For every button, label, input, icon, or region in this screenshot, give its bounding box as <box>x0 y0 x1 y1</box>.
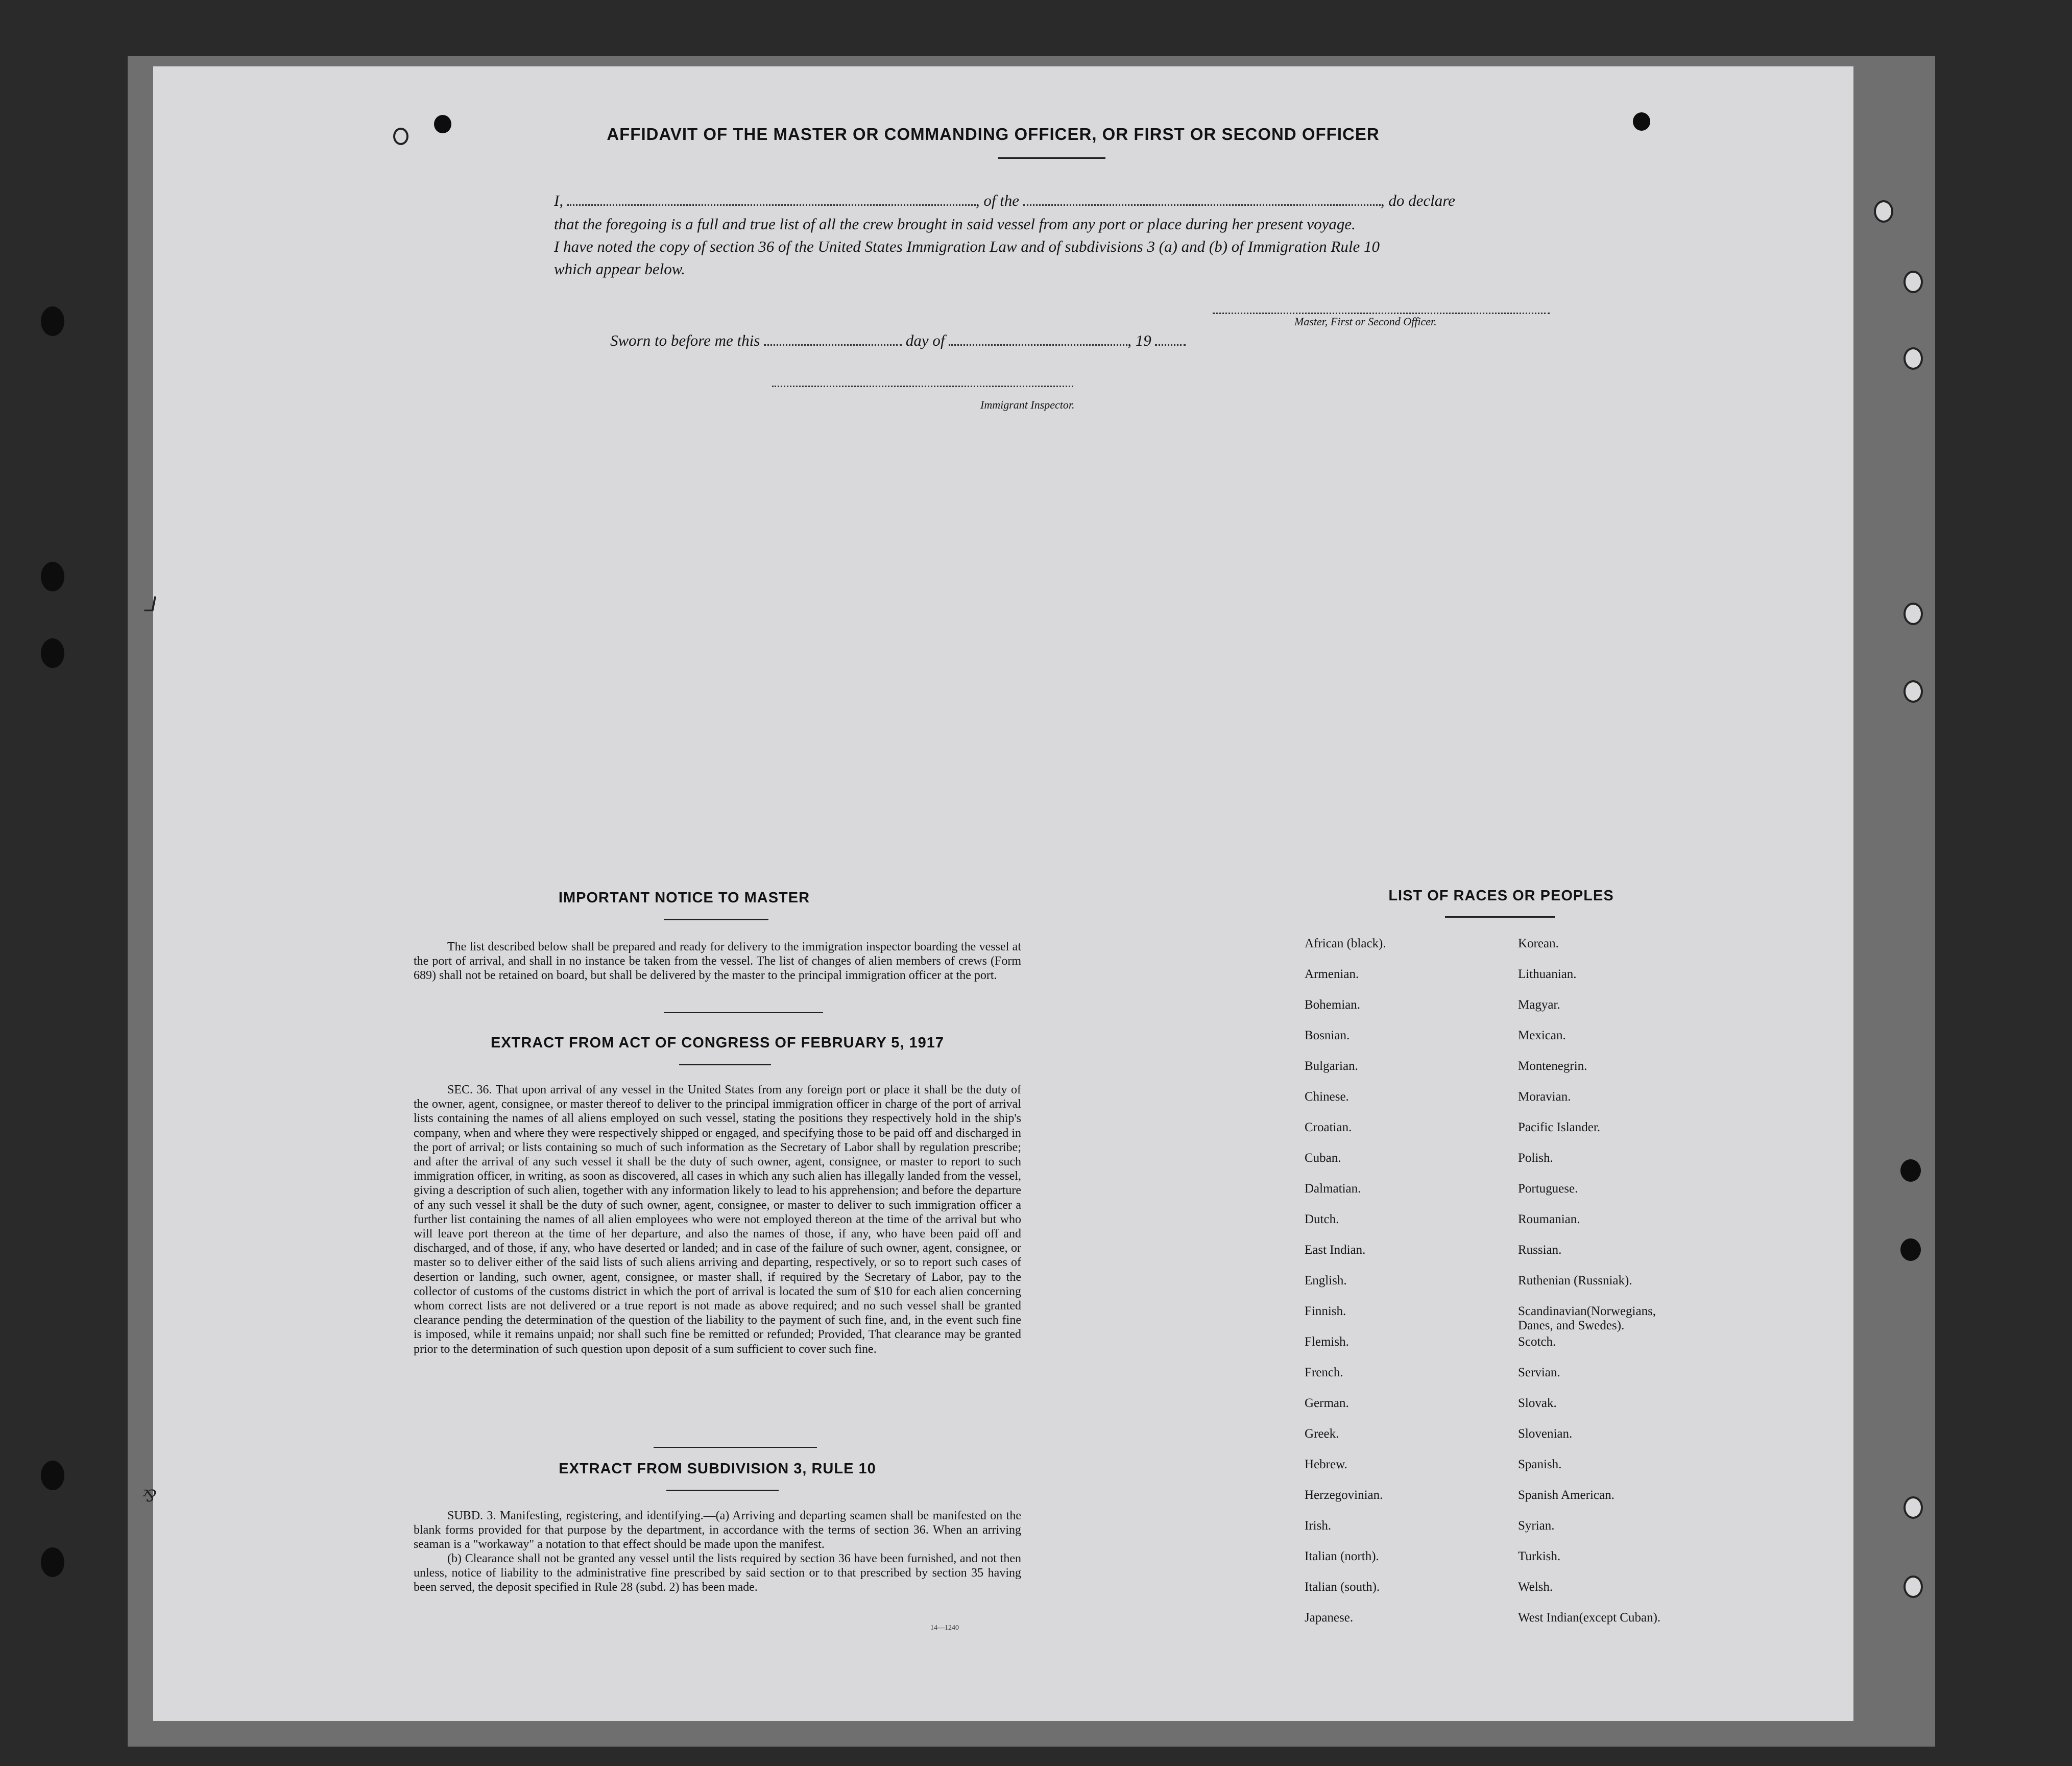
rule-paragraph-b: (b) Clearance shall not be granted any vessel until the lists required by section 36 have been furnished, and not then unless, notice of liability to the administrative fine prescribed by said section or to that prescribed by section 35 having been served, the deposit specified in Rule 28 (subd. 2) has been made. <box>414 1552 1021 1594</box>
race-item: Japanese. <box>1305 1611 1354 1625</box>
race-item: Servian. <box>1518 1366 1560 1379</box>
binder-ring <box>1904 347 1923 370</box>
title-rule <box>998 157 1105 159</box>
signature-line <box>1213 313 1550 314</box>
notice-separator <box>664 1012 823 1013</box>
races-column-1 <box>1305 937 1509 1641</box>
rule-text <box>414 1509 1021 1594</box>
affidavit-line1-start: I, <box>554 192 564 209</box>
race-item: Moravian. <box>1518 1090 1571 1104</box>
inspector-label: Immigrant Inspector. <box>980 398 1075 411</box>
binder-ring <box>1904 271 1923 293</box>
race-item: Italian (north). <box>1305 1549 1379 1563</box>
affidavit-line1-mid: , of the <box>975 192 1020 209</box>
race-item: Ruthenian (Russniak). <box>1518 1274 1632 1287</box>
race-item: Montenegrin. <box>1518 1059 1587 1073</box>
affidavit-line-1 <box>554 190 1455 211</box>
punch-hole <box>41 562 64 591</box>
race-item: Dalmatian. <box>1305 1182 1361 1196</box>
act-rule <box>679 1064 771 1065</box>
inspector-line <box>772 386 1073 387</box>
vessel-blank <box>1023 191 1381 206</box>
binder-ring <box>1904 1576 1923 1598</box>
races-rule <box>1445 916 1555 918</box>
race-item: Polish. <box>1518 1151 1553 1165</box>
race-item: Irish. <box>1305 1519 1332 1533</box>
races-column-2 <box>1518 937 1732 1641</box>
rule-title: EXTRACT FROM SUBDIVISION 3, RULE 10 <box>559 1461 876 1477</box>
punch-hole <box>434 115 451 133</box>
race-item: German. <box>1305 1396 1349 1410</box>
race-item: West Indian(except Cuban). <box>1518 1611 1661 1625</box>
affidavit-title: AFFIDAVIT OF THE MASTER OR COMMANDING OFFICER, OR FIRST OR SECOND OFFICER <box>607 125 1380 144</box>
affidavit-line-3: I have noted the copy of section 36 of the United States Immigration Law and of subdivisions 3 (a) and (b) of Immigration Rule 10 <box>554 237 1380 255</box>
signature-label: Master, First or Second Officer. <box>1294 315 1437 328</box>
affidavit-line-2: that the foregoing is a full and true list of all the crew brought in said vessel from any port or place during her present voyage. <box>554 215 1356 233</box>
race-item: Welsh. <box>1518 1580 1553 1594</box>
year-blank <box>1155 331 1186 346</box>
race-item: Roumanian. <box>1518 1212 1580 1226</box>
act-separator <box>654 1447 817 1448</box>
act-title: EXTRACT FROM ACT OF CONGRESS OF FEBRUARY 5, 1917 <box>490 1035 945 1051</box>
race-item: Dutch. <box>1305 1212 1339 1226</box>
race-item: African (black). <box>1305 937 1386 950</box>
race-item: Herzegovinian. <box>1305 1488 1383 1502</box>
race-item: Cuban. <box>1305 1151 1341 1165</box>
race-item: Magyar. <box>1518 998 1560 1012</box>
race-item: English. <box>1305 1274 1347 1287</box>
race-item: Croatian. <box>1305 1120 1352 1134</box>
affidavit-line-4: which appear below. <box>554 260 685 278</box>
race-item: Mexican. <box>1518 1029 1566 1042</box>
race-item: Russian. <box>1518 1243 1562 1257</box>
race-item: Italian (south). <box>1305 1580 1380 1594</box>
punch-hole <box>1900 1238 1921 1261</box>
race-item: Lithuanian. <box>1518 967 1577 981</box>
race-item: Bosnian. <box>1305 1029 1350 1042</box>
race-item: Greek. <box>1305 1427 1339 1441</box>
race-item: French. <box>1305 1366 1343 1379</box>
punch-hole <box>1900 1159 1921 1182</box>
punch-hole <box>41 1547 64 1577</box>
race-item: Portuguese. <box>1518 1182 1578 1196</box>
notice-text <box>414 940 1021 983</box>
punch-hole <box>41 1461 64 1490</box>
races-title: LIST OF RACES OR PEOPLES <box>1388 888 1614 904</box>
day-blank <box>764 331 902 346</box>
notice-paragraph: The list described below shall be prepared and ready for delivery to the immigration inspector boarding the vessel at the port of arrival, and shall in no instance be taken from the vessel. The list of changes of alien members of crews (Form 689) shall not be retained on board, but shall be delivered by the master to the principal immigration officer at the port. <box>414 940 1021 982</box>
race-item: Chinese. <box>1305 1090 1349 1104</box>
race-item: Spanish American. <box>1518 1488 1615 1502</box>
race-item: Bulgarian. <box>1305 1059 1358 1073</box>
rule-title-rule <box>666 1490 779 1491</box>
race-item: Syrian. <box>1518 1519 1555 1533</box>
margin-mark: ⅃ <box>144 593 156 616</box>
act-text <box>414 1083 1021 1356</box>
sworn-mid: day of <box>905 331 945 349</box>
race-item: East Indian. <box>1305 1243 1366 1257</box>
binder-ring <box>393 128 408 145</box>
month-blank <box>949 331 1127 346</box>
sworn-start: Sworn to before me this <box>610 331 760 349</box>
race-item: Turkish. <box>1518 1549 1561 1563</box>
sworn-end: , 19 <box>1127 331 1151 349</box>
race-item: Armenian. <box>1305 967 1359 981</box>
punch-hole <box>41 306 64 336</box>
punch-hole <box>1633 112 1650 131</box>
affidavit-line1-end: , do declare <box>1380 192 1455 209</box>
race-item: Scandinavian(Norwegians, Danes, and Swedes). <box>1518 1304 1656 1332</box>
punch-hole <box>41 638 64 668</box>
rule-paragraph-a: SUBD. 3. Manifesting, registering, and identifying.—(a) Arriving and departing seamen shall be manifested on the blank forms provided for that purpose by the department, in accordance with the terms of section 36. When an arriving seaman is a "workaway" a notation to that effect should be made upon the manifest. <box>414 1509 1021 1551</box>
notice-rule <box>664 919 768 920</box>
race-item: Slovenian. <box>1518 1427 1573 1441</box>
race-item: Bohemian. <box>1305 998 1361 1012</box>
act-paragraph: SEC. 36. That upon arrival of any vessel in the United States from any foreign port or place it shall be the duty of the owner, agent, consignee, or master thereof to deliver to the principal immigration officer in charge of the port of arrival lists containing the names of all aliens employed on such vessel, stating the positions they respectively hold in the ship's company, when and where they were respectively shipped or engaged, and specifying those to be paid off and discharged in the port of arrival; or lists containing so much of such information as the Secretary of Labor shall by regulation prescribe; and after the arrival of any such vessel it shall be the duty of such owner, agent, consignee, or master to report to such immigration officer, in writing, as soon as discovered, all cases in which any such alien has illegally landed from the vessel, giving a description of such alien, together with any information likely to lead to his apprehension; and before the departure of any such vessel it shall be the duty of such owner, agent, consignee, or master to deliver to such immigration officer a further list containing the names of all alien employees who were not employed thereon at the time of the arrival but who will leave port thereon at the time of her departure, and also the names of those, if any, who have been paid off and discharged, and of those, if any, who have deserted or landed; and in case of the failure of such owner, agent, consignee, or master so to deliver either of the said lists of such aliens arriving and departing, respectively, or so to report such cases of desertion or landing, such owner, agent, consignee, or master shall, if required by the Secretary of Labor, pay to the collector of customs of the customs district in which the port of arrival is located the sum of $10 for each alien concerning whom correct lists are not delivered or a true report is not made as above required; and no such vessel shall be granted clearance pending the determination of the question of the liability to the payment of such fine, and, in the event such fine is imposed, while it remains unpaid; nor shall such fine be remitted or refunded; Provided, That clearance may be granted prior to the determination of such question upon deposit of a sum sufficient to cover such fine. <box>414 1083 1021 1356</box>
race-item: Scotch. <box>1518 1335 1556 1349</box>
race-item: Finnish. <box>1305 1304 1346 1318</box>
race-item: Flemish. <box>1305 1335 1349 1349</box>
race-item: Hebrew. <box>1305 1458 1347 1471</box>
sworn-line <box>610 330 1186 351</box>
name-blank <box>567 191 976 206</box>
binder-ring <box>1874 200 1893 223</box>
binder-ring <box>1904 603 1923 625</box>
form-number: 14—1240 <box>930 1624 959 1632</box>
binder-ring <box>1904 680 1923 703</box>
margin-mark: ⅋ <box>142 1487 157 1505</box>
binder-ring <box>1904 1496 1923 1519</box>
notice-title: IMPORTANT NOTICE TO MASTER <box>558 890 810 906</box>
race-item: Spanish. <box>1518 1458 1562 1471</box>
race-item: Slovak. <box>1518 1396 1557 1410</box>
race-item: Pacific Islander. <box>1518 1120 1601 1134</box>
race-item: Korean. <box>1518 937 1559 950</box>
